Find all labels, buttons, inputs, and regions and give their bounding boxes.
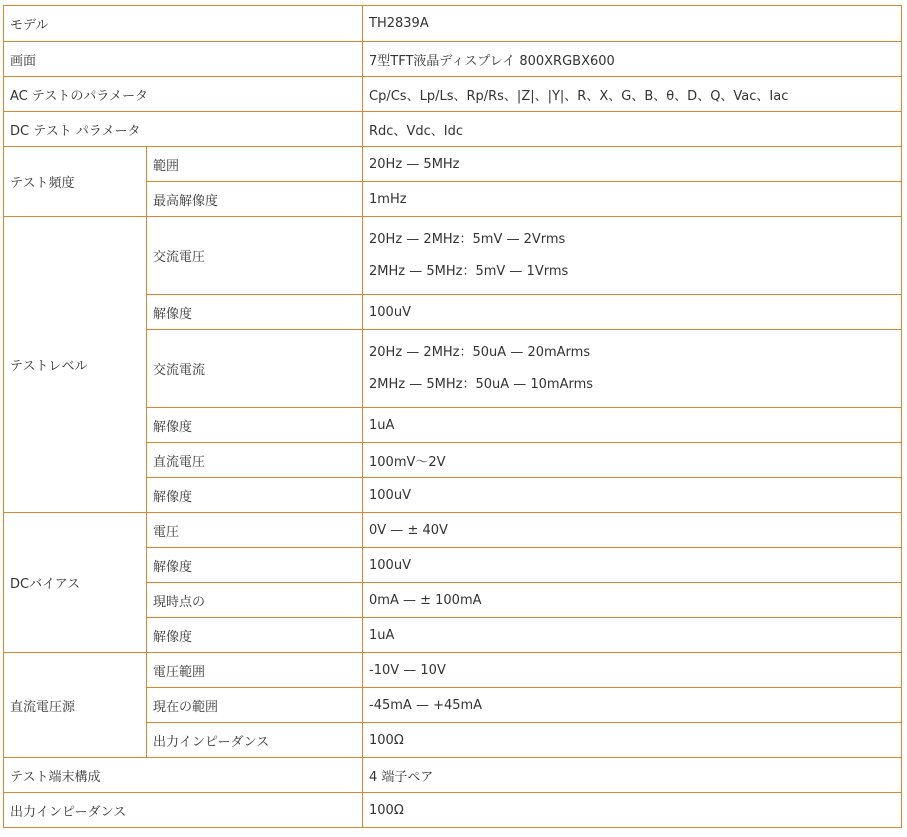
row-value: Cp/Cs、Lp/Ls、Rp/Rs、|Z|、|Y|、R、X、G、B、θ、D、Q、Vac、Iac — [363, 77, 902, 112]
row-label: 交流電圧 — [147, 217, 363, 295]
row-value: 0mA — ± 100mA — [363, 583, 902, 618]
row-label: 解像度 — [147, 478, 363, 513]
row-label: 画面 — [4, 42, 363, 77]
row-label: テスト端末構成 — [4, 758, 363, 793]
row-value: 100uV — [363, 548, 902, 583]
row-value: 4 端子ペア — [363, 758, 902, 793]
group-label: テストレベル — [4, 217, 147, 513]
row-value — [363, 217, 902, 295]
value-line: 2MHz — 5MHz：5mV — 1Vrms — [369, 263, 569, 279]
table-row — [4, 217, 902, 295]
table-row — [4, 42, 902, 77]
row-label: 出力インピーダンス — [4, 793, 363, 828]
table-row — [4, 793, 902, 828]
row-label: 解像度 — [147, 295, 363, 330]
row-value: 1mHz — [363, 182, 902, 217]
group-label: テスト頻度 — [4, 147, 147, 217]
row-label: 解像度 — [147, 408, 363, 443]
group-label: 直流電圧源 — [4, 653, 147, 758]
row-label: モデル — [4, 6, 363, 42]
table-row — [4, 77, 902, 112]
table-row — [4, 112, 902, 147]
row-value: -10V — 10V — [363, 653, 902, 688]
table-row — [4, 758, 902, 793]
row-label: 範囲 — [147, 147, 363, 182]
row-label: AC テストのパラメータ — [4, 77, 363, 112]
row-value: 1uA — [363, 618, 902, 653]
group-label: DCバイアス — [4, 513, 147, 653]
value-line: 20Hz — 2MHz：5mV — 2Vrms — [369, 231, 566, 247]
row-label: DC テスト パラメータ — [4, 112, 363, 147]
value-line: 20Hz — 2MHz：50uA — 20mArms — [369, 344, 591, 360]
row-label: 電圧 — [147, 513, 363, 548]
row-value: 100Ω — [363, 793, 902, 828]
row-value: 7型TFT液晶ディスプレイ 800XRGBX600 — [363, 42, 902, 77]
row-label: 出力インピーダンス — [147, 723, 363, 758]
row-label: 解像度 — [147, 548, 363, 583]
row-label: 電圧範囲 — [147, 653, 363, 688]
row-label: 現時点の — [147, 583, 363, 618]
row-label: 解像度 — [147, 618, 363, 653]
spec-table — [3, 5, 902, 828]
value-line: 2MHz — 5MHz：50uA — 10mArms — [369, 376, 594, 392]
table-row — [4, 653, 902, 688]
table-row — [4, 147, 902, 182]
row-value: 0V — ± 40V — [363, 513, 902, 548]
row-value: 100uV — [363, 478, 902, 513]
row-value: 100mV～2V — [363, 443, 902, 478]
row-value: TH2839A — [363, 6, 902, 42]
row-label: 交流電流 — [147, 330, 363, 408]
row-value: -45mA — +45mA — [363, 688, 902, 723]
row-label: 直流電圧 — [147, 443, 363, 478]
row-value: 100Ω — [363, 723, 902, 758]
table-row — [4, 513, 902, 548]
row-value — [363, 330, 902, 408]
row-label: 最高解像度 — [147, 182, 363, 217]
row-value: Rdc、Vdc、Idc — [363, 112, 902, 147]
row-value: 1uA — [363, 408, 902, 443]
table-row — [4, 6, 902, 42]
row-label: 現在の範囲 — [147, 688, 363, 723]
row-value: 100uV — [363, 295, 902, 330]
row-value: 20Hz — 5MHz — [363, 147, 902, 182]
